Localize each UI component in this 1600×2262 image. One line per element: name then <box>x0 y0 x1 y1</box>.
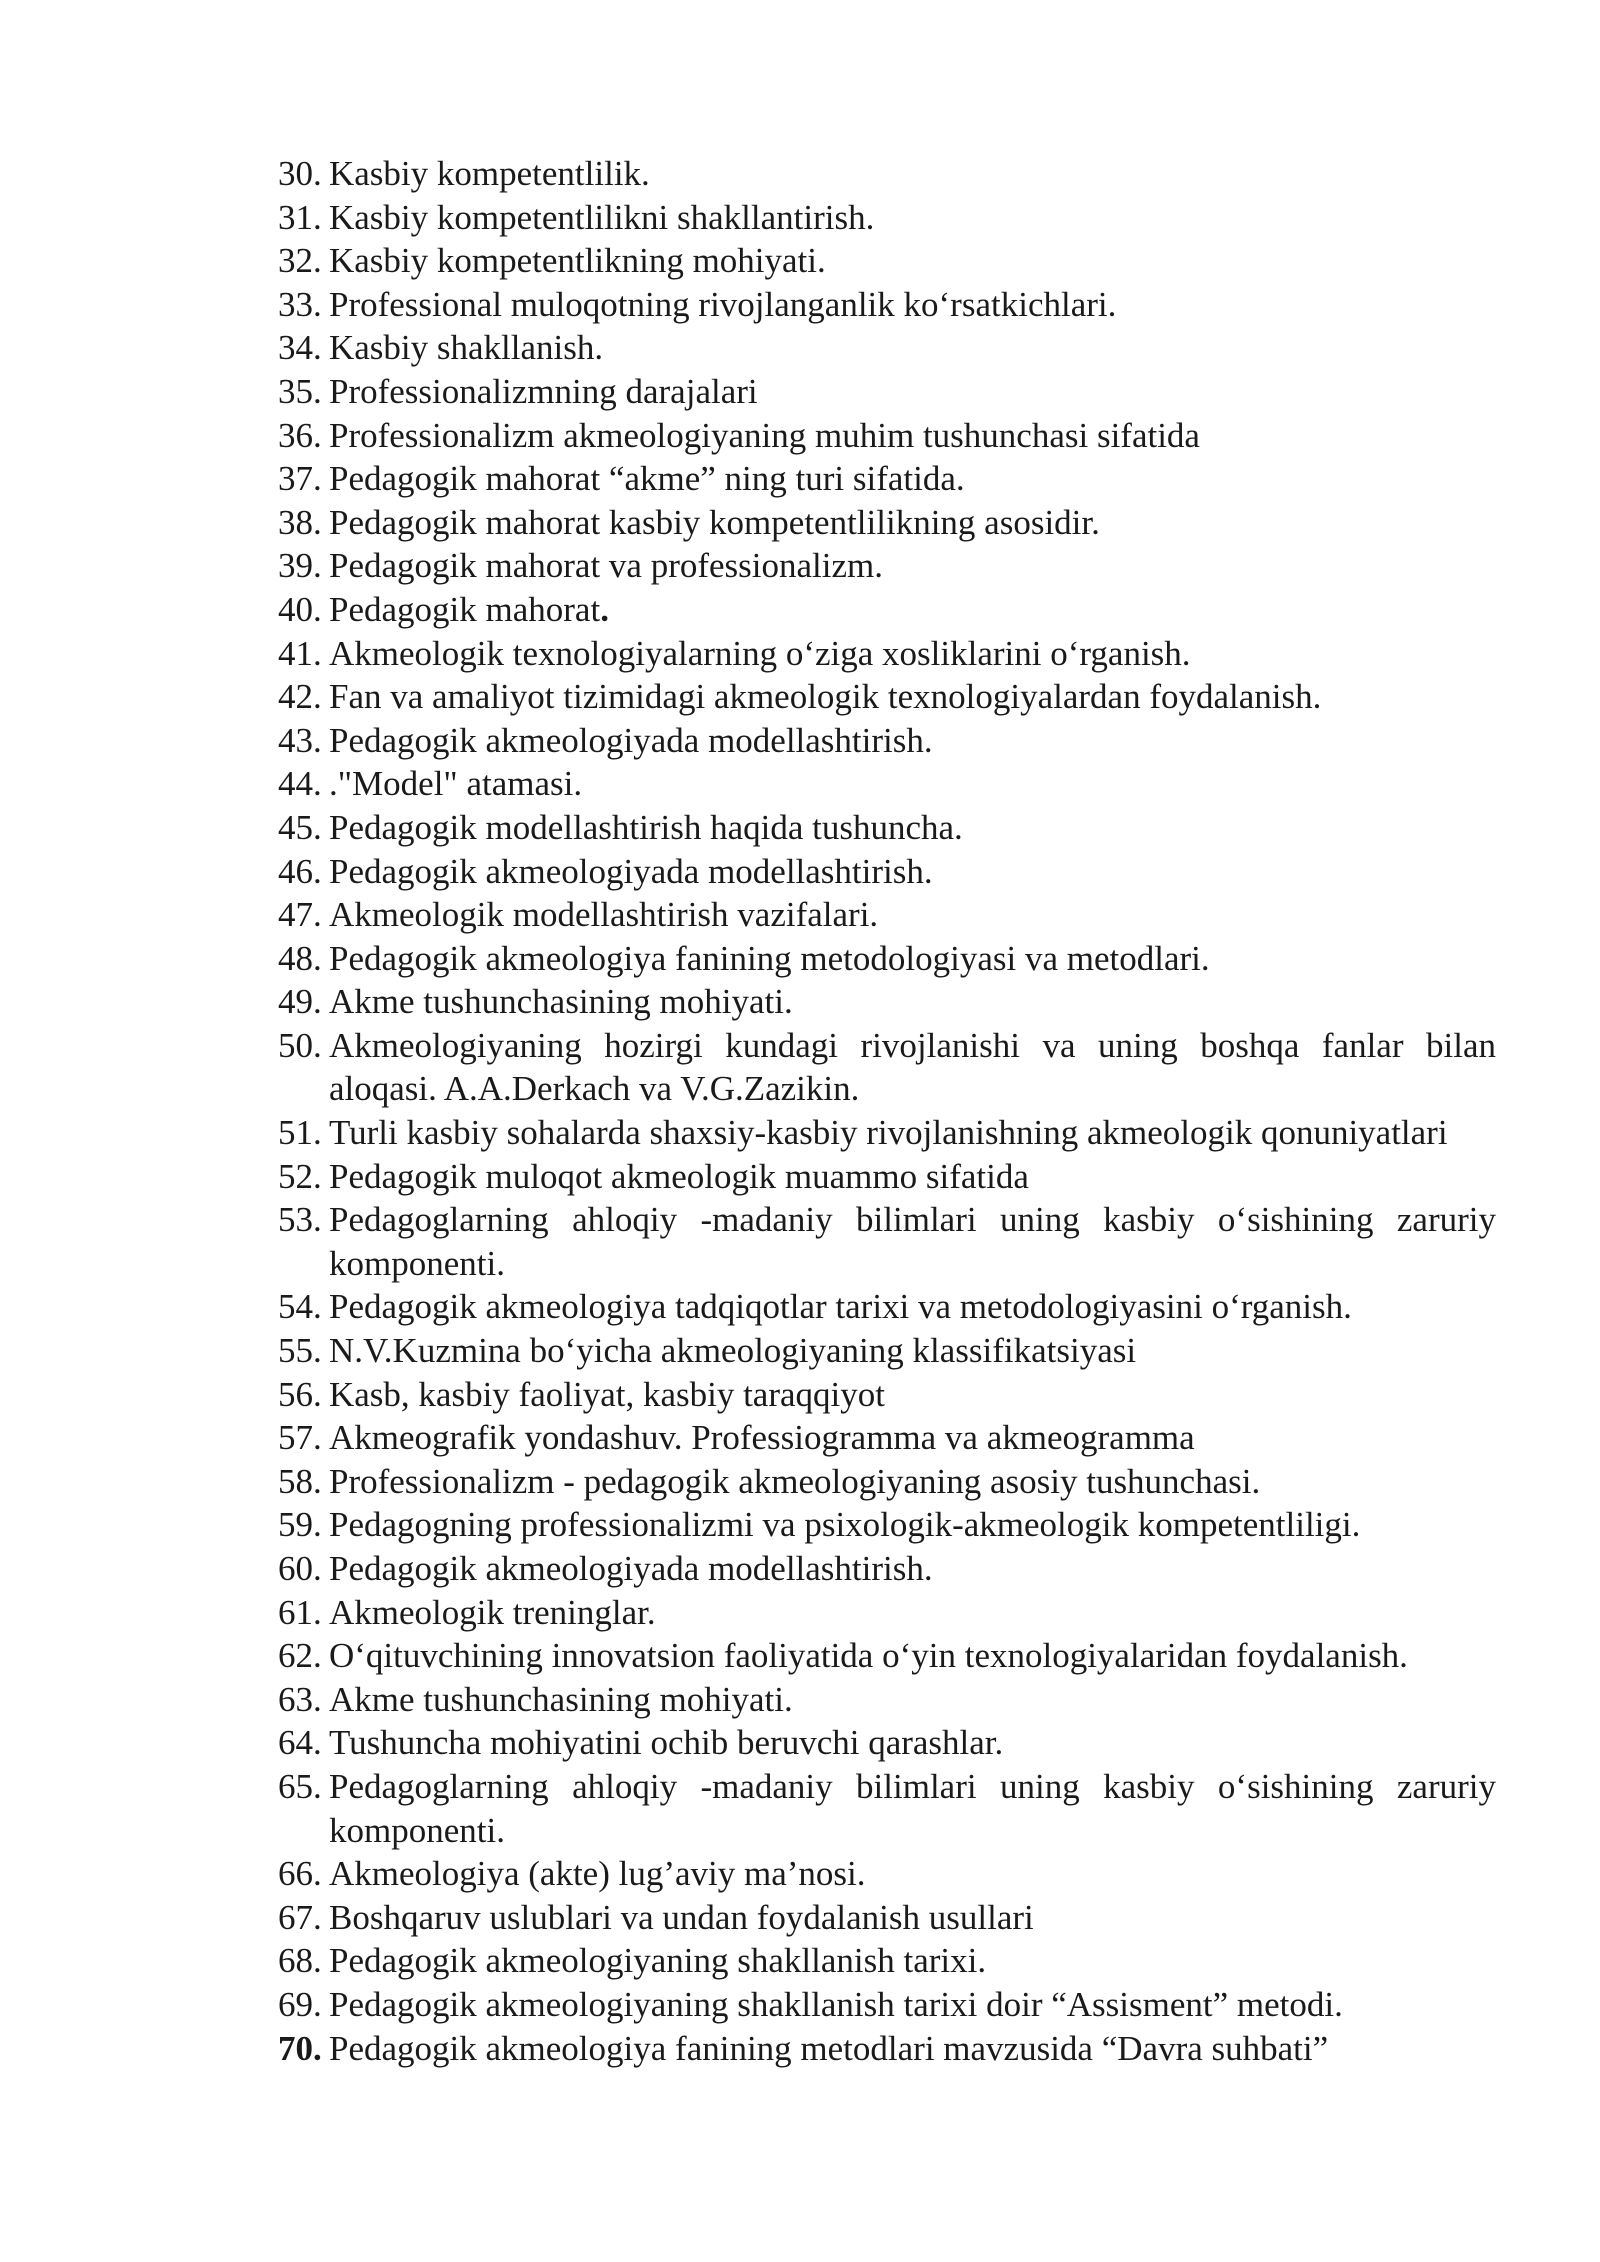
item-text <box>329 1373 1496 1417</box>
item-text <box>329 1896 1496 1940</box>
item-text <box>329 501 1496 545</box>
item-text <box>329 850 1496 894</box>
item-text-body: Tushuncha mohiyatini ochib beruvchi qarashlar. <box>329 1723 1004 1763</box>
item-text <box>329 1111 1496 1155</box>
item-text-body: Pedagogik akmeologiyaning shakllanish tarixi doir “Assisment” metodi. <box>329 1984 1343 2024</box>
list-item <box>278 370 1496 414</box>
item-text-body: Akmeografik yondashuv. Professiogramma va akmeogramma <box>329 1418 1195 1458</box>
list-item <box>278 1024 1496 1111</box>
item-text <box>329 414 1496 458</box>
item-text-body: Pedagogik akmeologiya fanining metodlari mavzusida “Davra suhbati” <box>329 2028 1329 2068</box>
list-item <box>278 1678 1496 1722</box>
list-item <box>278 1634 1496 1678</box>
item-number: 34. <box>278 328 322 368</box>
item-text <box>329 1678 1496 1722</box>
item-number: 59. <box>278 1505 322 1545</box>
item-number: 47. <box>278 895 322 935</box>
item-number: 64. <box>278 1723 322 1763</box>
item-number: 60. <box>278 1549 322 1588</box>
item-text <box>329 719 1496 763</box>
item-text <box>329 283 1496 327</box>
item-text-body: Kasbiy kompetentlilikni shakllantirish. <box>329 197 875 237</box>
item-number: 33. <box>278 284 322 324</box>
item-number: 41. <box>278 633 322 673</box>
list-item <box>278 457 1496 501</box>
item-text-body: Professionalizm - pedagogik akmeologiyaning asosiy tushunchasi. <box>329 1461 1261 1501</box>
item-text <box>329 1198 1496 1285</box>
list-item <box>278 762 1496 806</box>
item-number: 43. <box>278 720 322 760</box>
item-number: 42. <box>278 677 322 717</box>
item-text <box>329 893 1496 937</box>
item-number: 51. <box>278 1113 322 1153</box>
list-item <box>278 1416 1496 1460</box>
item-number: 54. <box>278 1287 322 1327</box>
item-text-body: Pedagogik mahorat va professionalizm. <box>329 546 884 586</box>
item-text <box>329 2027 1496 2071</box>
item-text <box>329 806 1496 850</box>
item-number: 58. <box>278 1461 322 1501</box>
list-item <box>278 1503 1496 1547</box>
item-text <box>329 544 1496 588</box>
list-item <box>278 196 1496 240</box>
item-number: 32. <box>278 241 322 281</box>
item-text-body: Professionalizm akmeologiyaning muhim tushunchasi sifatida <box>329 415 1200 455</box>
item-number: 67. <box>278 1897 322 1937</box>
list-item <box>278 1852 1496 1896</box>
list-item <box>278 1721 1496 1765</box>
list-item <box>278 1939 1496 1983</box>
item-number: 45. <box>278 807 322 847</box>
item-number: 69. <box>278 1984 322 2024</box>
item-number: 57. <box>278 1418 322 1458</box>
list-item <box>278 239 1496 283</box>
item-text <box>329 1329 1496 1373</box>
item-number: 49. <box>278 982 322 1022</box>
item-text-body: Akmeologik treninglar. <box>329 1592 656 1632</box>
list-item <box>278 1983 1496 2027</box>
item-text-body: Pedagogik akmeologiyada modellashtirish. <box>329 720 933 760</box>
item-text-body: Kasbiy kompetentlilik. <box>329 154 650 193</box>
list-item <box>278 806 1496 850</box>
list-item <box>278 632 1496 676</box>
item-number: 46. <box>278 851 322 891</box>
item-text <box>329 1024 1496 1111</box>
item-text <box>329 1852 1496 1896</box>
list-item <box>278 152 1496 196</box>
list-item <box>278 1111 1496 1155</box>
item-text-body: Pedagogik akmeologiyada modellashtirish. <box>329 851 933 891</box>
list-item <box>278 1896 1496 1940</box>
item-text <box>329 1547 1496 1591</box>
item-text <box>329 1939 1496 1983</box>
item-text-body: Kasbiy shakllanish. <box>329 328 604 368</box>
item-text-body: Akme tushunchasining mohiyati. <box>329 982 793 1022</box>
item-text-body: Pedagoglarning ahloqiy -madaniy bilimlari uning kasbiy oʻsishining zaruriy komponenti. <box>329 1766 1496 1850</box>
item-text-body: Akmeologik modellashtirish vazifalari. <box>329 895 879 935</box>
item-number: 50. <box>278 1025 322 1065</box>
list-item <box>278 1329 1496 1373</box>
item-text <box>329 1503 1496 1547</box>
topic-list <box>278 152 1496 2070</box>
item-text <box>329 1634 1496 1678</box>
item-text-body: Akmeologiyaning hozirgi kundagi rivojlanishi va uning boshqa fanlar bilan aloqasi. A.A.Derkach va V.G.Zazikin. <box>329 1025 1496 1109</box>
item-number: 38. <box>278 502 322 542</box>
item-number: 30. <box>278 154 322 193</box>
item-number: 68. <box>278 1941 322 1981</box>
list-item <box>278 501 1496 545</box>
item-text <box>329 1416 1496 1460</box>
list-item <box>278 1155 1496 1199</box>
item-text-body: Boshqaruv uslublari va undan foydalanish usullari <box>329 1897 1034 1937</box>
item-text-body: Kasb, kasbiy faoliyat, kasbiy taraqqiyot <box>329 1374 885 1414</box>
item-text-body: Pedagogik akmeologiyada modellashtirish. <box>329 1549 933 1588</box>
list-item <box>278 544 1496 588</box>
item-text-body: Akmeologik texnologiyalarning oʻziga xosliklarini oʻrganish. <box>329 633 1191 673</box>
item-number: 66. <box>278 1854 322 1894</box>
item-text-body: Pedagogik mahorat <box>329 589 601 629</box>
item-text <box>329 1591 1496 1635</box>
item-text <box>329 937 1496 981</box>
item-number: 35. <box>278 371 322 411</box>
item-text-body: Pedagogning professionalizmi va psixologik-akmeologik kompetentliligi. <box>329 1505 1361 1545</box>
item-number: 48. <box>278 938 322 978</box>
item-text <box>329 1721 1496 1765</box>
list-item <box>278 2027 1496 2071</box>
list-item <box>278 326 1496 370</box>
item-text <box>329 762 1496 806</box>
item-number: 52. <box>278 1156 322 1196</box>
list-item <box>278 937 1496 981</box>
item-text <box>329 1765 1496 1852</box>
item-text <box>329 1460 1496 1504</box>
item-number: 37. <box>278 459 322 499</box>
list-item <box>278 1285 1496 1329</box>
item-text-body: Professional muloqotning rivojlanganlik koʻrsatkichlari. <box>329 284 1117 324</box>
item-text-body: Akmeologiya (akte) lug’aviy ma’nosi. <box>329 1854 866 1894</box>
item-text <box>329 326 1496 370</box>
item-text <box>329 632 1496 676</box>
list-item <box>278 588 1496 632</box>
item-text <box>329 588 1496 632</box>
item-text <box>329 152 1496 196</box>
list-item <box>278 980 1496 1024</box>
item-text-body: Turli kasbiy sohalarda shaxsiy-kasbiy rivojlanishning akmeologik qonuniyatlari <box>329 1113 1448 1153</box>
item-number: 65. <box>278 1766 322 1806</box>
item-text-body: Pedagoglarning ahloqiy -madaniy bilimlari uning kasbiy oʻsishining zaruriy komponenti. <box>329 1200 1496 1283</box>
item-text-body: Professionalizmning darajalari <box>329 371 758 411</box>
item-text <box>329 980 1496 1024</box>
item-text-body: Akme tushunchasining mohiyati. <box>329 1679 793 1719</box>
item-text <box>329 457 1496 501</box>
item-number: 63. <box>278 1679 322 1719</box>
item-number: 61. <box>278 1592 322 1632</box>
item-text-body: Pedagogik modellashtirish haqida tushuncha. <box>329 807 963 847</box>
list-item <box>278 1373 1496 1417</box>
item-number: 40. <box>278 589 322 629</box>
list-item <box>278 719 1496 763</box>
item-text <box>329 1155 1496 1199</box>
list-item <box>278 675 1496 719</box>
list-item <box>278 414 1496 458</box>
item-text-body: Pedagogik akmeologiya tadqiqotlar tarixi va metodologiyasini oʻrganish. <box>329 1287 1352 1327</box>
list-item <box>278 1547 1496 1591</box>
item-text <box>329 1983 1496 2027</box>
item-text <box>329 239 1496 283</box>
item-text-body: N.V.Kuzmina boʻyicha akmeologiyaning klassifikatsiyasi <box>329 1331 1137 1371</box>
list-item <box>278 1460 1496 1504</box>
list-item <box>278 1198 1496 1285</box>
item-number: 31. <box>278 197 322 237</box>
item-text-bold-tail: . <box>600 589 609 629</box>
item-text-body: Pedagogik mahorat “akme” ning turi sifatida. <box>329 459 965 499</box>
item-text <box>329 675 1496 719</box>
item-text-body: ."Model" atamasi. <box>329 764 583 804</box>
list-item <box>278 1591 1496 1635</box>
list-item <box>278 893 1496 937</box>
item-text <box>329 196 1496 240</box>
item-number: 62. <box>278 1636 322 1676</box>
list-item <box>278 850 1496 894</box>
item-number: 55. <box>278 1331 322 1371</box>
list-item <box>278 283 1496 327</box>
item-number: 70. <box>278 2028 322 2068</box>
item-number: 36. <box>278 415 322 455</box>
item-number: 39. <box>278 546 322 586</box>
item-text <box>329 1285 1496 1329</box>
item-text-body: Fan va amaliyot tizimidagi akmeologik texnologiyalardan foydalanish. <box>329 677 1322 717</box>
item-text-body: Kasbiy kompetentlikning mohiyati. <box>329 241 826 281</box>
item-number: 53. <box>278 1200 322 1240</box>
item-text-body: Pedagogik muloqot akmeologik muammo sifatida <box>329 1156 1029 1196</box>
item-number: 56. <box>278 1374 322 1414</box>
item-number: 44. <box>278 764 322 804</box>
item-text-body: Pedagogik akmeologiyaning shakllanish tarixi. <box>329 1941 987 1981</box>
item-text-body: Oʻqituvchining innovatsion faoliyatida oʻyin texnologiyalaridan foydalanish. <box>329 1636 1408 1676</box>
item-text-body: Pedagogik mahorat kasbiy kompetentlilikning asosidir. <box>329 502 1100 542</box>
item-text <box>329 370 1496 414</box>
item-text-body: Pedagogik akmeologiya fanining metodologiyasi va metodlari. <box>329 938 1210 978</box>
list-item <box>278 1765 1496 1852</box>
